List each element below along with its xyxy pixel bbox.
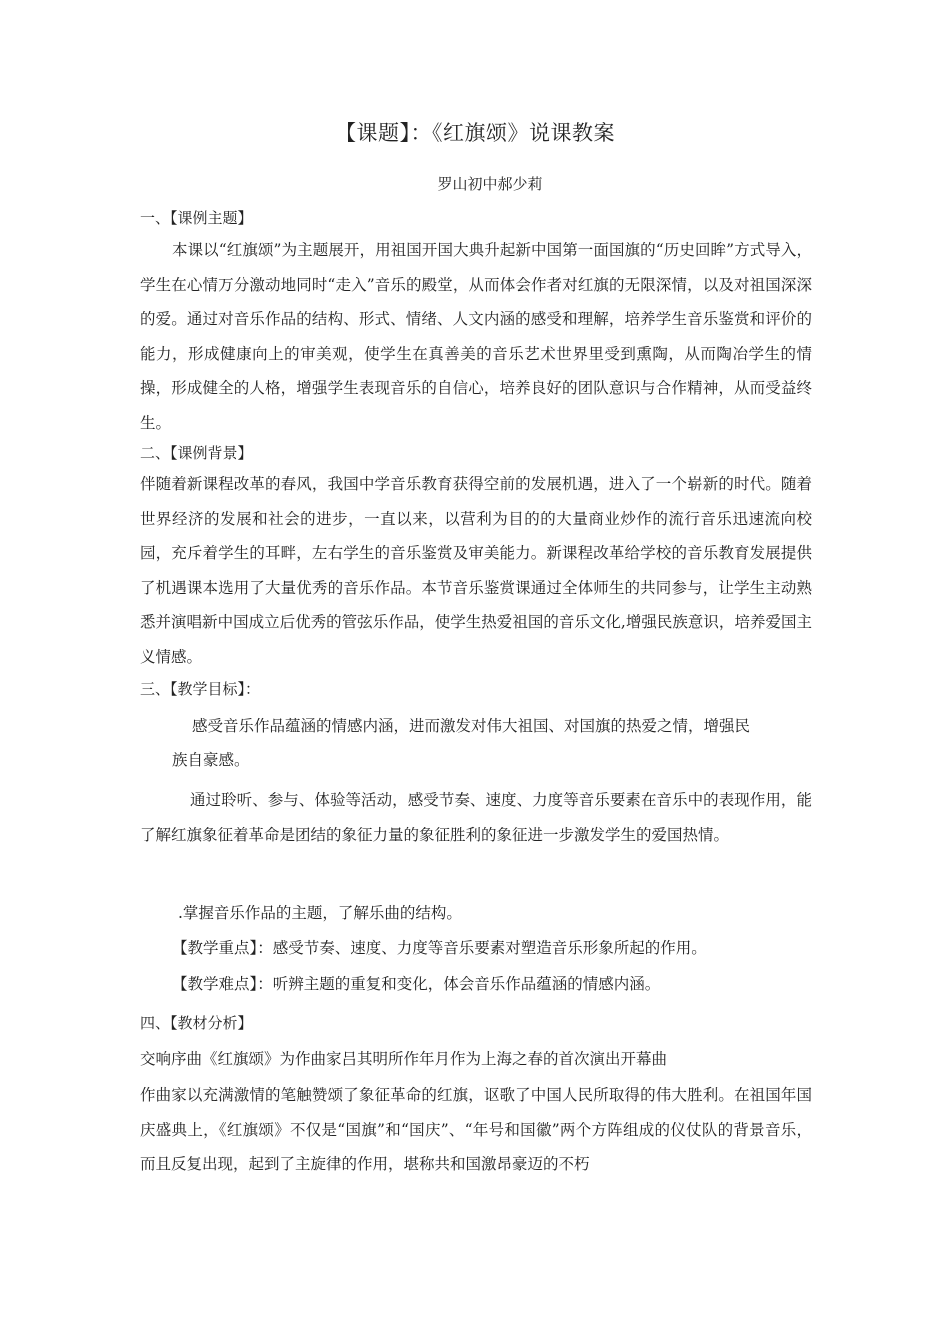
section-heading-background: 二、【课例背景】 xyxy=(140,444,253,462)
section-heading-goals: 三、【教学目标】： xyxy=(140,680,261,698)
section-body-background: 伴随着新课程改革的春风，我国中学音乐教育获得空前的发展机遇，进入了一个崭新的时代。随着世界经济的发展和社会的进步，一直以来，以营利为目的的大量商业炒作的流行音乐迅速流向校园，充斥着学生的耳畔，左右学生的音乐鉴赏及审美能力。新课程改革给学校的音乐教育发展提供了机遇课本选用了大量优秀的音乐作品。本节音乐鉴赏课通过全体师生的共同参与，让学生主动熟悉并演唱新中国成立后优秀的管弦乐作品，使学生热爱祖国的音乐文化,增强民族意识，培养爱国主义情感。 xyxy=(140,475,812,666)
material-line-1: 交响序曲《红旗颂》为作曲家吕其明所作年月作为上海之春的首次演出开幕曲 xyxy=(140,1050,668,1068)
section-heading-material: 四、【教材分析】 xyxy=(140,1014,253,1032)
goal-1-line-2: 族自豪感。 xyxy=(172,751,250,769)
material-body: 作曲家以充满激情的笔触赞颂了象征革命的红旗，讴歌了中国人民所取得的伟大胜利。在祖国年国庆盛典上，《红旗颂》不仅是“国旗”和“国庆”、“年号和国徽”两个方阵组成的仪仗队的背景音乐，而且反复出现，起到了主旋律的作用，堪称共和国激昂豪迈的不朽 xyxy=(140,1086,812,1173)
key-point: 【教学重点】：感受节奏、速度、力度等音乐要素对塑造音乐形象所起的作用。 xyxy=(172,939,707,957)
difficult-point: 【教学难点】：听辨主题的重复和变化，体会音乐作品蕴涵的情感内涵。 xyxy=(172,975,661,993)
section-heading-theme: 一、【课例主题】 xyxy=(140,209,253,227)
section-body-theme: 本课以“红旗颂”为主题展开，用祖国开国大典升起新中国第一面国旗的“历史回眸”方式导入，学生在心情万分激动地同时“走入”音乐的殿堂，从而体会作者对红旗的无限深情，以及对祖国深深的爱。通过对音乐作品的结构、形式、情绪、人文内涵的感受和理解，培养学生音乐鉴赏和评价的能力，形成健康向上的审美观，使学生在真善美的音乐艺术世界里受到熏陶，从而陶冶学生的情操，形成健全的人格，增强学生表现音乐的自信心，培养良好的团队意识与合作精神，从而受益终生。 xyxy=(140,241,812,432)
author-line: 罗山初中郝少莉 xyxy=(437,175,543,193)
goal-1-line-1: 感受音乐作品蕴涵的情感内涵，进而激发对伟大祖国、对国旗的热爱之情，增强民 xyxy=(192,717,751,735)
goal-3: .掌握音乐作品的主题，了解乐曲的结构。 xyxy=(178,904,462,922)
goal-2: 通过聆听、参与、体验等活动，感受节奏、速度、力度等音乐要素在音乐中的表现作用，能了解红旗象征着革命是团结的象征力量的象征胜利的象征进一步激发学生的爱国热情。 xyxy=(140,791,812,844)
lesson-title: 【课题】：《红旗颂》说课教案 xyxy=(335,121,615,145)
